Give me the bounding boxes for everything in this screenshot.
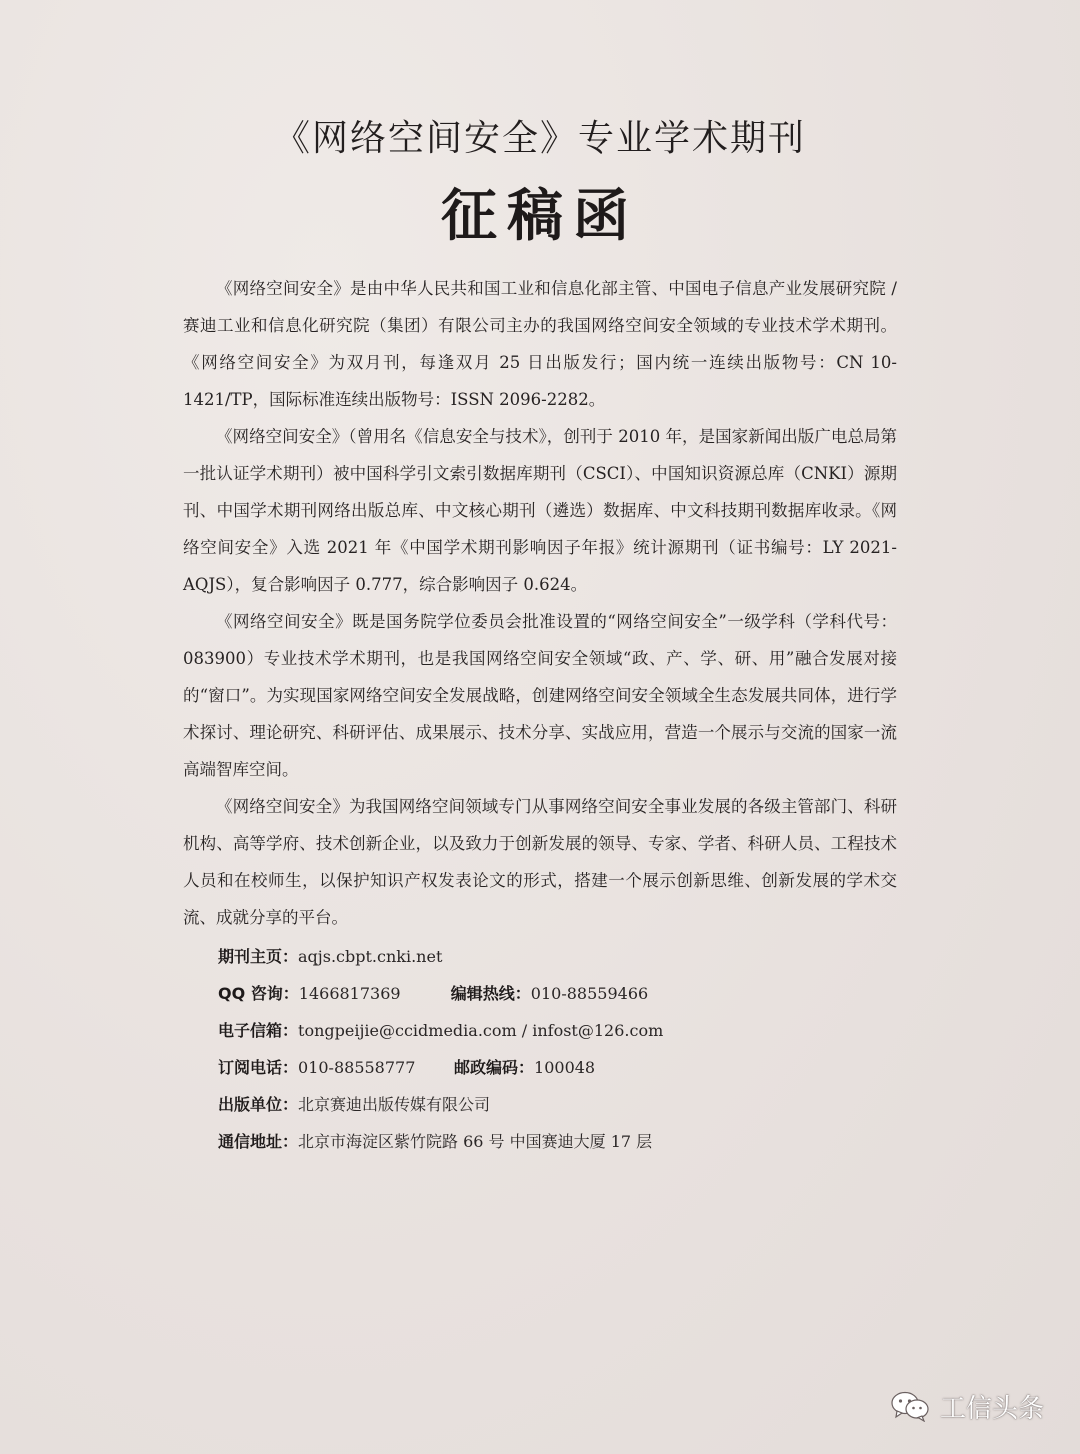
journal-subtitle: 《网络空间安全》专业学术期刊	[273, 118, 806, 159]
contact-row-email	[218, 1012, 898, 1049]
homepage-label: 期刊主页：	[218, 947, 299, 966]
paragraph-discipline: 《网络空间安全》既是国务院学位委员会批准设置的“网络空间安全”一级学科（学科代号：083900）专业技术学术期刊，也是我国网络空间安全领域“政、产、学、研、用”融合发展对接的“窗口”。为实现国家网络空间安全发展战略，创建网络空间安全领域全生态发展共同体，进行学术探讨、理论研究、科研评估、成果展示、技术分享、实战应用，营造一个展示与交流的国家一流高端智库空间。	[183, 612, 897, 779]
paragraph-indexing: 《网络空间安全》（曾用名《信息安全与技术》，创刊于 2010 年，是国家新闻出版广电总局第一批认证学术期刊）被中国科学引文索引数据库期刊（CSCI）、中国知识资源总库（CNKI）源期刊、中国学术期刊网络出版总库、中文核心期刊（遴选）数据库、中文科技期刊数据库收录。《网络空间安全》入选 2021 年《中国学术期刊影响因子年报》统计源期刊（证书编号：LY 2021-AQJS），复合影响因子 0.777，综合影响因子 0.624。	[183, 427, 897, 594]
contact-row-address	[218, 1123, 898, 1160]
contact-row-subscribe	[218, 1049, 898, 1086]
email-label: 电子信箱：	[218, 1021, 299, 1040]
article-body	[183, 270, 897, 936]
watermark-text: 工信头条	[939, 1393, 1044, 1424]
postcode-label: 邮政编码：	[454, 1058, 535, 1077]
contact-info	[218, 938, 898, 1160]
page-title: 征稿函	[441, 184, 639, 249]
contact-row-homepage	[218, 938, 898, 975]
paragraph-audience: 《网络空间安全》为我国网络空间领域专门从事网络空间安全事业发展的各级主管部门、科研机构、高等学府、技术创新企业，以及致力于创新发展的领导、专家、学者、科研人员、工程技术人员和在校师生，以保护知识产权发表论文的形式，搭建一个展示创新思维、创新发展的学术交流、成就分享的平台。	[183, 797, 897, 927]
publisher-label: 出版单位：	[218, 1095, 299, 1114]
hotline-label: 编辑热线：	[450, 984, 531, 1003]
publisher-value: 北京赛迪出版传媒有限公司	[298, 1095, 491, 1114]
paragraph-intro: 《网络空间安全》是由中华人民共和国工业和信息化部主管、中国电子信息产业发展研究院 / 赛迪工业和信息化研究院（集团）有限公司主办的我国网络空间安全领域的专业技术学术期刊。《网络空间安全》为双月刊，每逢双月 25 日出版发行；国内统一连续出版物号：CN 10-1421/TP，国际标准连续出版物号：ISSN 2096-2282。	[183, 279, 897, 409]
subscribe-label: 订阅电话：	[218, 1058, 299, 1077]
watermark	[890, 1386, 1044, 1426]
qq-label: QQ 咨询：	[218, 984, 299, 1003]
wechat-icon	[890, 1390, 930, 1422]
homepage-link[interactable]: aqjs.cbpt.cnki.net	[298, 947, 443, 966]
address-label: 通信地址：	[218, 1132, 299, 1151]
hotline-value: 010-88559466	[530, 984, 649, 1003]
contact-row-qq	[218, 975, 898, 1012]
address-value: 北京市海淀区紫竹院路 66 号 中国赛迪大厦 17 层	[298, 1132, 653, 1151]
qq-value: 1466817369	[298, 984, 401, 1003]
email-value[interactable]: tongpeijie@ccidmedia.com / infost@126.com	[298, 1021, 664, 1040]
contact-row-publisher	[218, 1086, 898, 1123]
subscribe-value: 010-88558777	[298, 1058, 416, 1077]
postcode-value: 100048	[534, 1058, 596, 1077]
